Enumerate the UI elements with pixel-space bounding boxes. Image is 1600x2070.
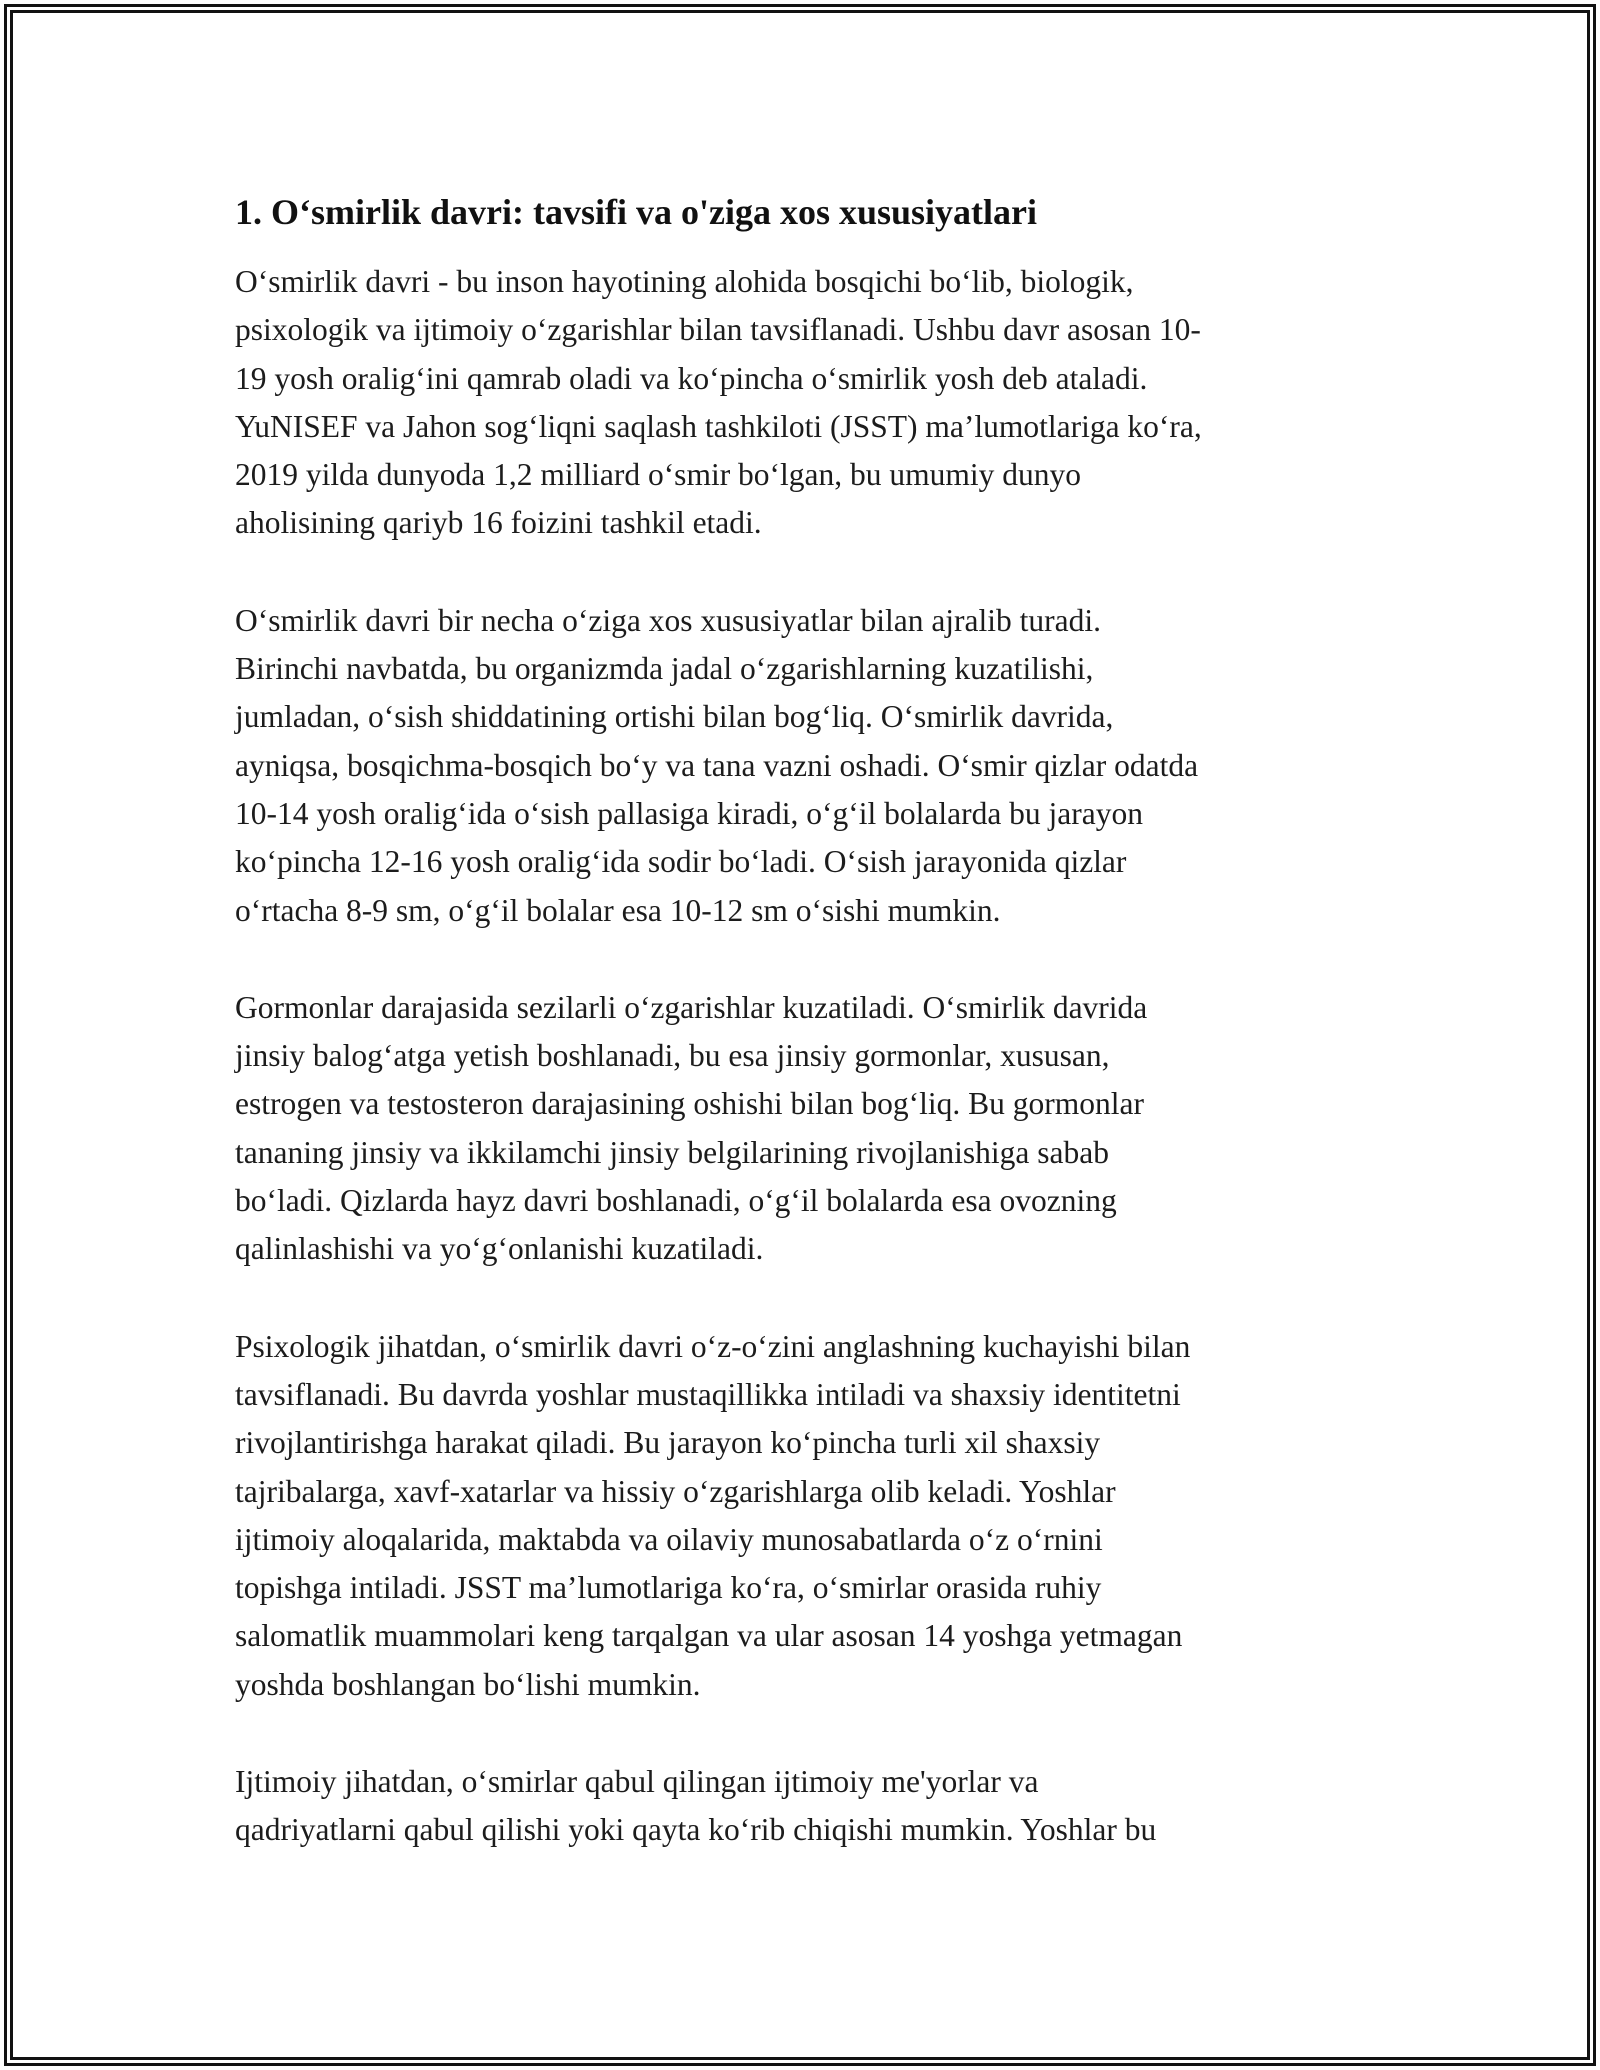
- text-line: Psixologik jihatdan, o‘smirlik davri o‘z-o‘zini anglashning kuchayishi bilan: [235, 1328, 1191, 1364]
- text-line: estrogen va testosteron darajasining oshishi bilan bog‘liq. Bu gormonlar: [235, 1086, 1144, 1122]
- text-line: salomatlik muammolari keng tarqalgan va ular asosan 14 yoshga yetmagan: [235, 1618, 1183, 1654]
- text-line: yoshda boshlangan bo‘lishi mumkin.: [235, 1666, 701, 1702]
- paragraph-features: [235, 597, 1365, 935]
- text-line: o‘rtacha 8-9 sm, o‘g‘il bolalar esa 10-12 sm o‘sishi mumkin.: [235, 892, 1001, 928]
- text-line: tananing jinsiy va ikkilamchi jinsiy belgilarining rivojlanishiga sabab: [235, 1134, 1109, 1170]
- paragraph-social: [235, 1758, 1365, 1855]
- text-line: jinsiy balog‘atga yetish boshlanadi, bu esa jinsiy gormonlar, xususan,: [235, 1038, 1110, 1074]
- text-line: rivojlantirishga harakat qiladi. Bu jarayon ko‘pincha turli xil shaxsiy: [235, 1425, 1101, 1461]
- paragraph-intro: [235, 258, 1365, 548]
- text-line: Gormonlar darajasida sezilarli o‘zgarishlar kuzatiladi. O‘smirlik davrida: [235, 989, 1148, 1025]
- paragraph-psychology: [235, 1323, 1365, 1709]
- text-line: O‘smirlik davri - bu inson hayotining alohida bosqichi bo‘lib, biologik,: [235, 264, 1134, 299]
- text-line: bo‘ladi. Qizlarda hayz davri boshlanadi, o‘g‘il bolalarda esa ovozning: [235, 1183, 1117, 1219]
- text-line: 2019 yilda dunyoda 1,2 milliard o‘smir bo‘lgan, bu umumiy dunyo: [235, 457, 1082, 493]
- text-line: jumladan, o‘sish shiddatining ortishi bilan bog‘liq. O‘smirlik davrida,: [235, 699, 1114, 735]
- text-line: aholisining qariyb 16 foizini tashkil etadi.: [235, 505, 762, 541]
- text-line: 19 yosh oralig‘ini qamrab oladi va ko‘pincha o‘smirlik yosh deb ataladi.: [235, 360, 1148, 396]
- text-line: tavsiflanadi. Bu davrda yoshlar mustaqillikka intiladi va shaxsiy identitetni: [235, 1376, 1181, 1412]
- text-line: qalinlashishi va yo‘g‘onlanishi kuzatiladi.: [235, 1231, 764, 1267]
- document-body: [235, 188, 1365, 1904]
- text-line: O‘smirlik davri bir necha o‘ziga xos xususiyatlar bilan ajralib turadi.: [235, 602, 1102, 638]
- text-line: psixologik va ijtimoiy o‘zgarishlar bilan tavsiflanadi. Ushbu davr asosan 10-: [235, 312, 1201, 348]
- text-line: ijtimoiy aloqalarida, maktabda va oilaviy munosabatlarda o‘z o‘rnini: [235, 1521, 1103, 1557]
- text-line: Ijtimoiy jihatdan, o‘smirlar qabul qilingan ijtimoiy me'yorlar va: [235, 1764, 1039, 1800]
- text-line: tajribalarga, xavf-xatarlar va hissiy o‘zgarishlarga olib keladi. Yoshlar: [235, 1473, 1116, 1509]
- text-line: ko‘pincha 12-16 yosh oralig‘ida sodir bo‘ladi. O‘sish jarayonida qizlar: [235, 844, 1127, 880]
- text-line: ayniqsa, bosqichma-bosqich bo‘y va tana vazni oshadi. O‘smir qizlar odatda: [235, 747, 1199, 783]
- text-line: YuNISEF va Jahon sog‘liqni saqlash tashkiloti (JSST) ma’lumotlariga ko‘ra,: [235, 408, 1202, 444]
- text-line: qadriyatlarni qabul qilishi yoki qayta ko‘rib chiqishi mumkin. Yoshlar bu: [235, 1812, 1157, 1848]
- section-heading: 1. O‘smirlik davri: tavsifi va o'ziga xos xususiyatlari: [235, 192, 1038, 232]
- text-line: Birinchi navbatda, bu organizmda jadal o‘zgarishlarning kuzatilishi,: [235, 651, 1094, 687]
- paragraph-hormones: [235, 984, 1365, 1274]
- text-line: topishga intiladi. JSST ma’lumotlariga ko‘ra, o‘smirlar orasida ruhiy: [235, 1570, 1102, 1606]
- text-line: 10-14 yosh oralig‘ida o‘sish pallasiga kiradi, o‘g‘il bolalarda bu jarayon: [235, 795, 1144, 831]
